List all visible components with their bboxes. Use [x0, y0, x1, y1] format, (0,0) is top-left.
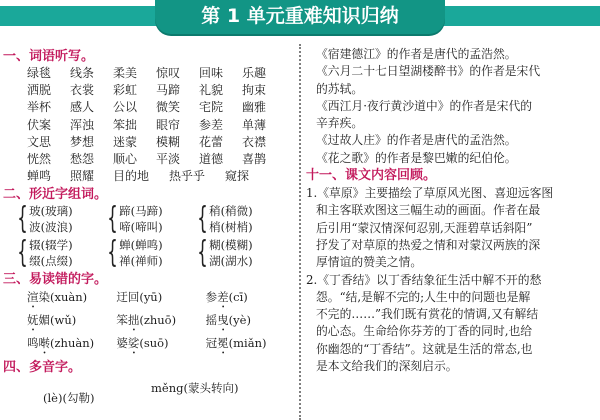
- pron-text: 摇: [205, 313, 218, 328]
- text-line: 和主客联欢图这三幅生动的画面。作者在最: [316, 203, 541, 218]
- pron-text: 婆: [116, 336, 128, 351]
- right-column: [306, 46, 598, 420]
- brace-icon: {: [17, 201, 28, 237]
- char-group-word: 波(波浪): [29, 220, 73, 235]
- pronunciation-item: [116, 288, 205, 311]
- char-group-word: 辍(辍学): [29, 238, 73, 253]
- pron-dotted-char: 渲: [27, 290, 39, 305]
- vocab-word: 平淡: [156, 152, 181, 167]
- text-line: 是本文给我们的深刻启示。: [316, 359, 458, 374]
- section-heading-mispronounced: 三、易读错的字。: [3, 272, 108, 288]
- vocab-word: 喜鹊: [242, 152, 267, 167]
- char-group-lines: [119, 237, 162, 269]
- column-divider: [299, 44, 301, 420]
- vocab-word: 眼帘: [156, 117, 181, 132]
- brace-icon: {: [197, 201, 208, 237]
- vocab-word: 道德: [199, 152, 224, 167]
- pronunciation-item: [27, 288, 116, 311]
- vocab-word: 衣襟: [242, 134, 267, 149]
- vocab-word: 热乎乎: [169, 169, 206, 184]
- polyphonic-item: měng(蒙头转向): [151, 381, 239, 396]
- text-line: 的苏轼。: [316, 81, 364, 96]
- vocab-word: 幽雅: [242, 100, 267, 115]
- char-group: [13, 203, 103, 235]
- vocab-word: 浑浊: [70, 117, 95, 132]
- vocab-word: 照耀: [70, 169, 95, 184]
- vocab-word: 柔美: [113, 66, 138, 80]
- char-group-lines: [29, 237, 72, 269]
- vocab-list: [27, 65, 295, 185]
- char-group-word: 稍(稍微): [209, 204, 253, 219]
- text-line: 《过故人庄》的作者是唐代的孟浩然。: [316, 133, 517, 148]
- text-line: 2.《丁香结》以丁香结象征生活中解不开的愁: [306, 272, 542, 287]
- pron-dotted-char: 拙: [127, 313, 140, 328]
- pron-text: (miǎn): [228, 336, 267, 351]
- polyphonic-list: [27, 376, 295, 406]
- pron-text: 染(xuàn): [38, 290, 88, 305]
- char-group-word: 缀(点缀): [29, 254, 73, 269]
- vocab-word: 目的地: [113, 169, 150, 184]
- text-line: 1.《草原》主要描绘了草原风光图、喜迎远客图: [306, 186, 554, 201]
- char-group-lines: [209, 237, 252, 269]
- vocab-row: [27, 65, 295, 82]
- pron-text: 媚(wǔ): [38, 313, 77, 328]
- pronunciation-item: [206, 311, 295, 334]
- page-title: 第 1 单元重难知识归纳: [201, 5, 399, 27]
- pron-text: 冠: [205, 336, 218, 351]
- char-group-word: 蝉(蝉鸣): [119, 238, 163, 253]
- char-group-lines: [209, 203, 252, 235]
- review-item-2: [306, 272, 598, 376]
- vocab-row: [27, 168, 295, 185]
- vocab-word: 惊叹: [156, 66, 181, 80]
- pron-text: 笨: [116, 313, 128, 328]
- pron-dotted-char: 差: [217, 290, 229, 305]
- pron-dotted-char: 啭: [38, 336, 50, 351]
- poem-authors: [306, 46, 598, 167]
- vocab-word: 洒脱: [27, 83, 52, 98]
- vocab-word: 举杯: [27, 100, 52, 115]
- pron-text: 鸣: [27, 336, 39, 351]
- brace-icon: {: [107, 235, 118, 271]
- pron-text: (zhuō): [139, 313, 177, 328]
- char-group: [193, 203, 283, 235]
- pronunciation-item: [206, 334, 295, 357]
- char-group: [193, 237, 283, 269]
- text-line: 后引用“蒙汉情深何忍别,天涯碧草话斜阳”: [316, 220, 533, 235]
- vocab-word: 彩虹: [113, 83, 138, 98]
- char-group-word: 蹄(马蹄): [119, 204, 163, 219]
- char-group-row: [13, 237, 295, 269]
- vocab-word: 礼貌: [199, 83, 224, 98]
- vocab-row: [27, 151, 295, 168]
- vocab-word: 回味: [199, 66, 224, 80]
- title-banner: [0, 0, 600, 38]
- pron-dotted-char: 曳: [217, 313, 229, 328]
- pron-text: 迂: [116, 290, 128, 305]
- brace-icon: {: [197, 235, 208, 271]
- pronunciation-list: [3, 288, 295, 357]
- pron-text: 参: [205, 290, 218, 305]
- pron-dotted-char: 娑: [127, 336, 140, 351]
- char-group: [103, 237, 193, 269]
- char-group-lines: [29, 203, 72, 235]
- section-heading-review: 十一、课文内容回顾。: [306, 168, 437, 184]
- pronunciation-row: [27, 334, 295, 357]
- text-line: 不完的……”我们既有赏花的情调,又有解结: [316, 307, 539, 322]
- char-group: [13, 237, 103, 269]
- pronunciation-item: [27, 311, 116, 334]
- char-group-word: 玻(玻璃): [29, 204, 73, 219]
- vocab-word: 愁怨: [70, 152, 95, 167]
- vocab-word: 绿毯: [27, 66, 52, 80]
- vocab-word: 单薄: [242, 117, 267, 132]
- left-column: [3, 48, 295, 420]
- char-group-row: [13, 203, 295, 235]
- vocab-word: 花蕾: [199, 134, 224, 149]
- pron-dotted-char: 冕: [217, 336, 229, 351]
- vocab-word: 蝉鸣: [27, 169, 52, 184]
- pron-text: 回(yū): [127, 290, 163, 305]
- section-heading-vocab: 一、词语听写。: [3, 49, 95, 64]
- vocab-word: 顺心: [113, 152, 138, 167]
- char-group: [103, 203, 193, 235]
- vocab-word: 笨拙: [113, 117, 138, 132]
- text-line: 你幽怨的“丁香结”。这就是生活的常态,也: [316, 341, 533, 356]
- vocab-row: [27, 117, 295, 134]
- char-group-word: 湖(湖水): [209, 254, 253, 269]
- pronunciation-item: [206, 288, 295, 311]
- vocab-word: 线条: [70, 66, 95, 80]
- pron-text: (yè): [228, 313, 251, 328]
- text-line: 《六月二十七日望湖楼醉书》的作者是宋代: [316, 64, 541, 79]
- char-group-lines: [119, 203, 162, 235]
- vocab-word: 微笑: [156, 100, 181, 115]
- char-group-word: 啼(啼叫): [119, 220, 163, 235]
- vocab-word: 马蹄: [156, 83, 181, 98]
- vocab-word: 参差: [199, 117, 224, 132]
- char-group-word: 梢(树梢): [209, 220, 253, 235]
- pron-text: (suō): [139, 336, 169, 351]
- vocab-word: 迷蒙: [113, 134, 138, 149]
- vocab-word: 窥探: [225, 169, 250, 184]
- text-line: 《宿建德江》的作者是唐代的孟浩然。: [316, 47, 517, 61]
- vocab-word: 梦想: [70, 134, 95, 149]
- section-heading-similar-chars: 二、形近字组词。: [3, 187, 108, 203]
- text-line: 怨。“结,是解不完的;人生中的问题也是解: [316, 289, 531, 304]
- vocab-word: 衣裳: [70, 83, 95, 98]
- pronunciation-row: [27, 288, 295, 311]
- vocab-word: 乐趣: [242, 66, 267, 80]
- pronunciation-item: [116, 334, 205, 357]
- text-line: 《花之歌》的作者是黎巴嫩的纪伯伦。: [316, 150, 517, 165]
- vocab-row: [27, 99, 295, 116]
- char-group-word: 糊(模糊): [209, 238, 253, 253]
- vocab-word: 公以: [113, 100, 138, 115]
- brace-icon: {: [17, 235, 28, 271]
- char-group-word: 禅(禅师): [119, 254, 163, 269]
- vocab-word: 拘束: [242, 83, 267, 98]
- vocab-row: [27, 134, 295, 151]
- pron-text: (cī): [228, 290, 248, 305]
- polyphonic-item: (lè)(勾勒): [43, 391, 95, 406]
- text-line: 的心态。生命给你芬芳的丁香的同时,也给: [316, 324, 533, 339]
- brace-icon: {: [107, 201, 118, 237]
- review-item-1: [306, 185, 598, 271]
- similar-char-groups: [13, 203, 295, 269]
- vocab-row: [27, 82, 295, 99]
- pronunciation-row: [27, 311, 295, 334]
- pronunciation-item: [116, 311, 205, 334]
- pronunciation-item: [27, 334, 116, 357]
- pron-dotted-char: 妩: [27, 313, 39, 328]
- vocab-word: 伏案: [27, 117, 52, 132]
- vocab-word: 宅院: [199, 100, 224, 115]
- vocab-word: 模糊: [156, 134, 181, 149]
- text-line: 辛弃疾。: [316, 116, 364, 131]
- vocab-word: 文思: [27, 134, 52, 149]
- vocab-word: 感人: [70, 100, 95, 115]
- text-line: 抒发了对草原的热爱之情和对蒙汉两族的深: [316, 237, 541, 252]
- pron-text: (zhuàn): [50, 336, 95, 351]
- text-line: 《西江月·夜行黄沙道中》的作者是宋代的: [316, 98, 533, 113]
- text-line: 厚情谊的赞美之情。: [316, 255, 423, 270]
- section-heading-polyphonic: 四、多音字。: [3, 360, 82, 376]
- vocab-word: 恍然: [27, 152, 52, 167]
